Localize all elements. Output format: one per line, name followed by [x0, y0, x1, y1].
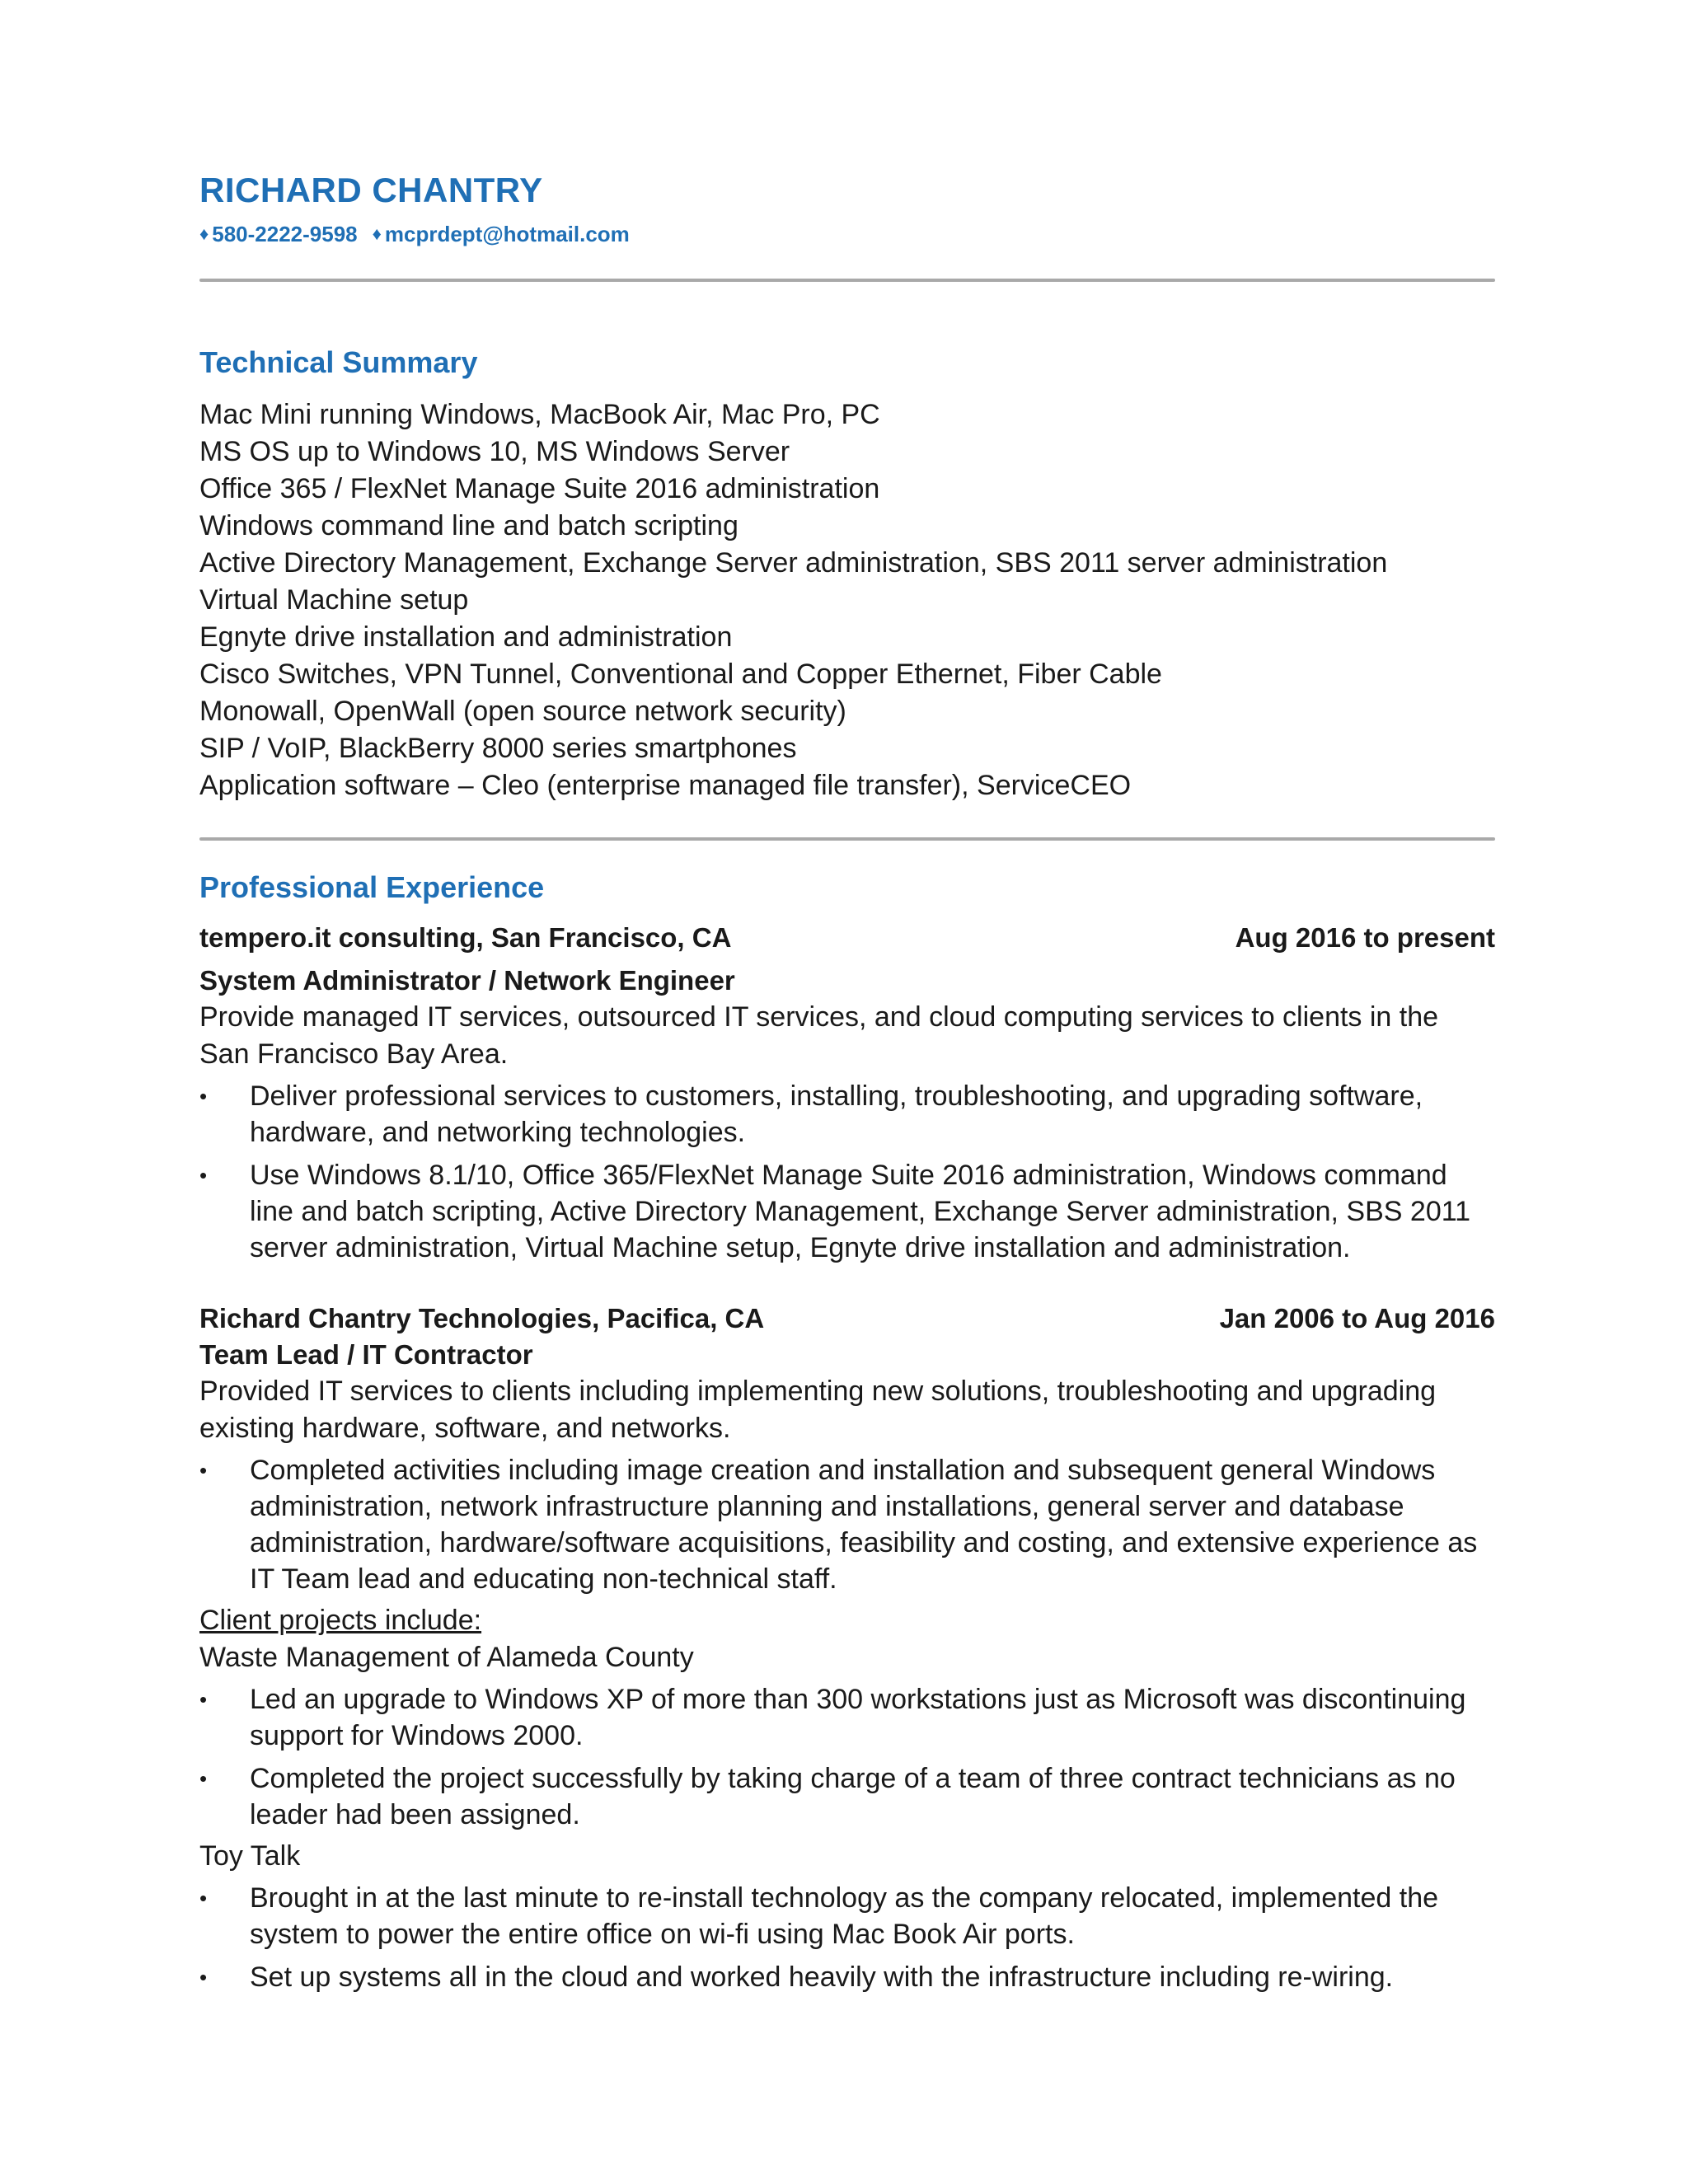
bullet-item: • Led an upgrade to Windows XP of more than 300 workstations just as Microsoft was discontinuing support for Windows 2000. — [199, 1681, 1495, 1754]
list-item: Mac Mini running Windows, MacBook Air, Mac Pro, PC — [199, 399, 880, 430]
phone-item — [199, 220, 358, 248]
bullet-item: • Brought in at the last minute to re-install technology as the company relocated, implemented the system to power the entire office on wi-fi using Mac Book Air ports. — [199, 1880, 1495, 1952]
diamond-icon: ♦ — [199, 223, 209, 244]
list-item: Active Directory Management, Exchange Server administration, SBS 2011 server administration — [199, 547, 1388, 579]
contact-line — [199, 220, 1495, 248]
divider — [199, 837, 1495, 841]
bullet-item: • Completed activities including image creation and installation and subsequent general Windows administration, network infrastructure planning and installations, general server and database administration, hardware/software acquisitions, feasibility and costing, and extensive experience as IT Team lead and educating non-technical staff. — [199, 1452, 1495, 1597]
project-bullets — [199, 1681, 1495, 1833]
list-item: SIP / VoIP, BlackBerry 8000 series smartphones — [199, 733, 797, 764]
job-dates: Aug 2016 to present — [1235, 922, 1495, 953]
email-item — [373, 220, 630, 248]
job-company: Richard Chantry Technologies, Pacifica, CA — [199, 1303, 765, 1333]
client-projects-label: Client projects include: — [199, 1605, 482, 1636]
job-description: Provided IT services to clients including implementing new solutions, troubleshooting and upgrading existing hardware, software, and networks. — [199, 1376, 1437, 1444]
job-description: Provide managed IT services, outsourced IT services, and cloud computing services to clients in the San Francisco Bay Area. — [199, 1001, 1439, 1070]
job-bullets — [199, 1078, 1495, 1266]
job-role: System Administrator / Network Engineer — [199, 965, 735, 996]
job-header — [199, 920, 1495, 956]
list-item: Virtual Machine setup — [199, 584, 469, 616]
list-item: Cisco Switches, VPN Tunnel, Conventional and Copper Ethernet, Fiber Cable — [199, 658, 1162, 690]
list-item: Egnyte drive installation and administration — [199, 621, 733, 653]
project-name: Waste Management of Alameda County — [199, 1642, 694, 1673]
bullet-item: • Set up systems all in the cloud and worked heavily with the infrastructure including re-wiring. — [199, 1959, 1495, 1995]
candidate-name: RICHARD CHANTRY — [199, 171, 543, 209]
list-item: Application software – Cleo (enterprise managed file transfer), ServiceCEO — [199, 770, 1132, 801]
phone-number: 580-2222-9598 — [212, 222, 358, 246]
bullet-item: • Completed the project successfully by taking charge of a team of three contract technicians as no leader had been assigned. — [199, 1760, 1495, 1833]
job-dates: Jan 2006 to Aug 2016 — [1219, 1303, 1495, 1333]
resume-content — [199, 169, 1495, 1995]
list-item: Office 365 / FlexNet Manage Suite 2016 administration — [199, 473, 880, 504]
list-item: Windows command line and batch scripting — [199, 510, 738, 541]
divider — [199, 279, 1495, 282]
list-item: Monowall, OpenWall (open source network security) — [199, 696, 846, 727]
project-name: Toy Talk — [199, 1840, 301, 1872]
project-bullets — [199, 1880, 1495, 1995]
bullet-item: • Use Windows 8.1/10, Office 365/FlexNet Manage Suite 2016 administration, Windows command line and batch scripting, Active Directory Management, Exchange Server administration, SBS 2011 server administration, Virtual Machine setup, Egnyte drive installation and administration. — [199, 1157, 1495, 1266]
job-role: Team Lead / IT Contractor — [199, 1339, 533, 1370]
diamond-icon: ♦ — [372, 223, 382, 244]
list-item: MS OS up to Windows 10, MS Windows Server — [199, 436, 790, 467]
section-title-technical-summary: Technical Summary — [199, 345, 478, 379]
section-title-professional-experience: Professional Experience — [199, 870, 545, 904]
bullet-item: • Deliver professional services to customers, installing, troubleshooting, and upgrading software, hardware, and networking technologies. — [199, 1078, 1495, 1151]
job-company: tempero.it consulting, San Francisco, CA — [199, 922, 732, 953]
job-bullets — [199, 1452, 1495, 1597]
job-header — [199, 1301, 1495, 1337]
technical-summary-list — [199, 396, 1495, 804]
email-address[interactable]: mcprdept@hotmail.com — [384, 222, 630, 246]
